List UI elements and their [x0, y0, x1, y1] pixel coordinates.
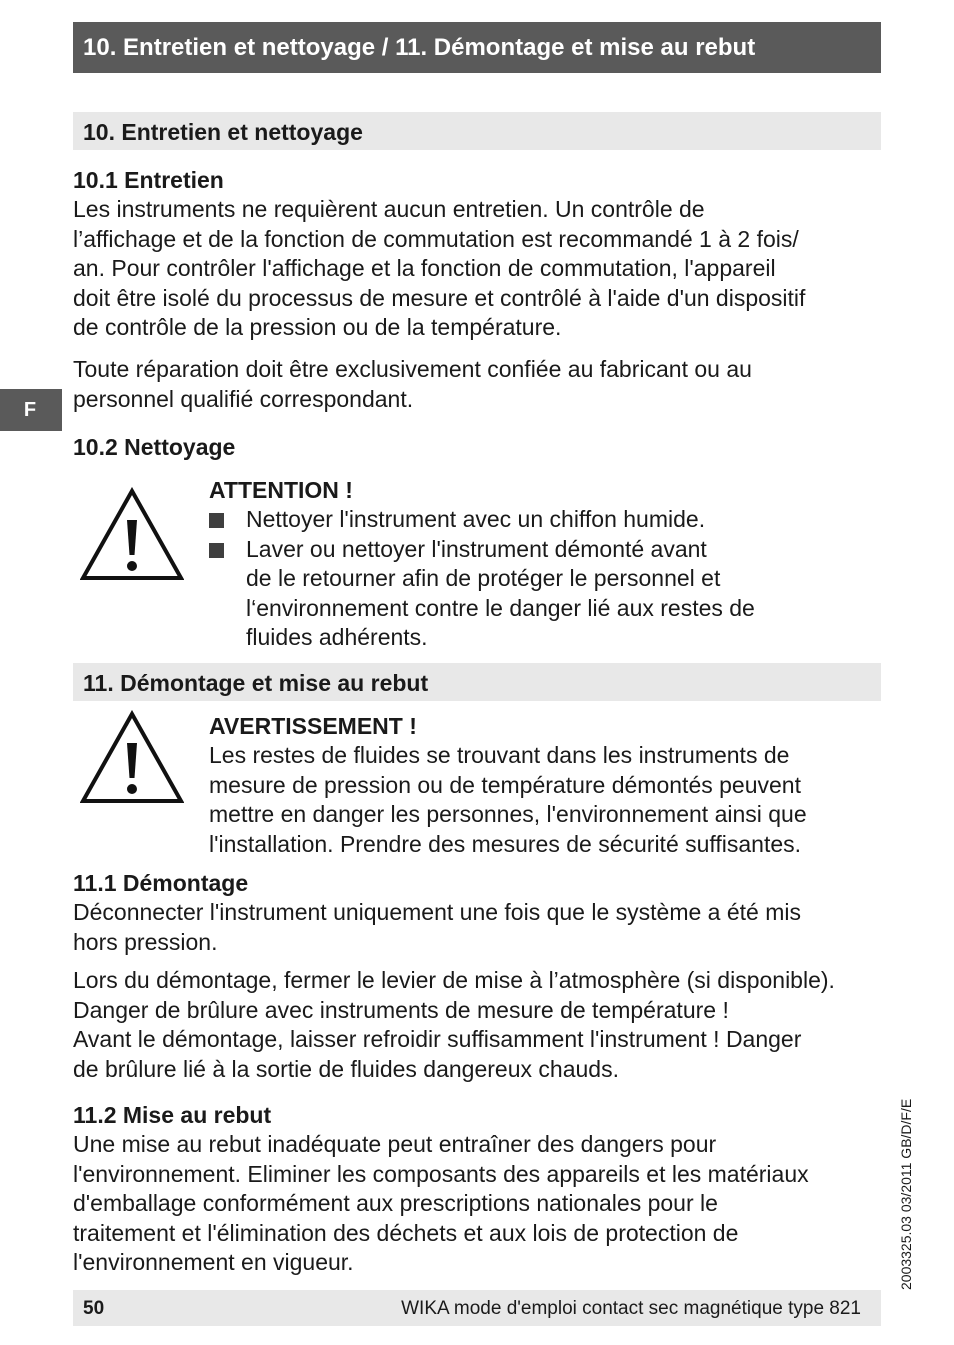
text-line: mesure de pression ou de température démontés peuvent [209, 771, 801, 798]
section-11-title: 11. Démontage et mise au rebut [73, 663, 881, 701]
text-line: personnel qualifié correspondant. [73, 385, 414, 412]
text-line: hors pression. [73, 928, 218, 955]
text-line: l’affichage et de la fonction de commutation est recommandé 1 à 2 fois/ [73, 225, 799, 252]
list-item [209, 535, 869, 653]
bullet-square-icon [209, 513, 224, 528]
attention-bullet-list [209, 505, 869, 653]
section-10-title: 10. Entretien et nettoyage [73, 112, 881, 150]
text-line: Déconnecter l'instrument uniquement une fois que le système a été mis [73, 899, 801, 925]
heading-10-2: 10.2 Nettoyage [73, 434, 236, 460]
paragraph-10-1-a [73, 195, 805, 343]
text-line: doit être isolé du processus de mesure et contrôlé à l'aide d'un dispositif [73, 284, 806, 311]
paragraph-11-1-b [73, 966, 835, 1084]
text-line: an. Pour contrôler l'affichage et la fonction de commutation, l'appareil [73, 255, 776, 282]
paragraph-11-1-a [73, 898, 801, 957]
bullet-text: Nettoyer l'instrument avec un chiffon humide. [246, 506, 706, 532]
text-line: Lors du démontage, fermer le levier de mise à l’atmosphère (si disponible). [73, 967, 835, 993]
page-footer [73, 1290, 881, 1326]
list-item [209, 505, 869, 535]
text-line: Avant le démontage, laisser refroidir suffisamment l'instrument ! Danger [73, 1026, 802, 1053]
warning-triangle-icon [80, 487, 184, 586]
warning-text [209, 741, 807, 859]
bullet-text: fluides adhérents. [246, 624, 428, 651]
footer-title: WIKA mode d'emploi contact sec magnétique type 821 [401, 1298, 861, 1319]
bullet-text: Laver ou nettoyer l'instrument démonté avant [246, 535, 707, 562]
page-number: 50 [83, 1298, 105, 1319]
document-code: 2003325.03 03/2011 GB/D/F/E [898, 1098, 914, 1290]
heading-11-2: 11.2 Mise au rebut [73, 1102, 272, 1128]
heading-10-1: 10.1 Entretien [73, 167, 224, 193]
bullet-text: l‘environnement contre le danger lié aux restes de [246, 594, 755, 621]
text-line: Les instruments ne requièrent aucun entretien. Un contrôle de [73, 196, 705, 222]
paragraph-10-1-b [73, 355, 752, 414]
text-line: Une mise au rebut inadéquate peut entraîner des dangers pour [73, 1131, 717, 1157]
text-line: l'environnement. Eliminer les composants des appareils et les matériaux [73, 1160, 809, 1187]
language-tab: F [0, 389, 62, 431]
warning-title: AVERTISSEMENT ! [209, 713, 417, 739]
text-line: mettre en danger les personnes, l'environnement ainsi que [209, 801, 807, 828]
text-line: d'emballage conformément aux prescriptions nationales pour le [73, 1190, 718, 1217]
text-line: l'installation. Prendre des mesures de sécurité suffisantes. [209, 830, 802, 857]
text-line: Toute réparation doit être exclusivement confiée au fabricant ou au [73, 356, 752, 382]
warning-triangle-icon [80, 710, 184, 809]
text-line: de brûlure lié à la sortie de fluides dangereux chauds. [73, 1055, 619, 1082]
text-line: de contrôle de la pression ou de la température. [73, 314, 562, 341]
attention-title: ATTENTION ! [209, 477, 353, 503]
text-line: l'environnement en vigueur. [73, 1249, 354, 1276]
bullet-square-icon [209, 543, 224, 558]
paragraph-11-2 [73, 1130, 809, 1278]
heading-11-1: 11.1 Démontage [73, 870, 249, 896]
text-line: Danger de brûlure avec instruments de mesure de température ! [73, 996, 729, 1023]
page-header: 10. Entretien et nettoyage / 11. Démontage et mise au rebut [73, 22, 881, 73]
text-line: traitement et l'élimination des déchets et aux lois de protection de [73, 1219, 739, 1246]
text-line: Les restes de fluides se trouvant dans les instruments de [209, 742, 790, 768]
bullet-text: de le retourner afin de protéger le personnel et [246, 565, 721, 592]
